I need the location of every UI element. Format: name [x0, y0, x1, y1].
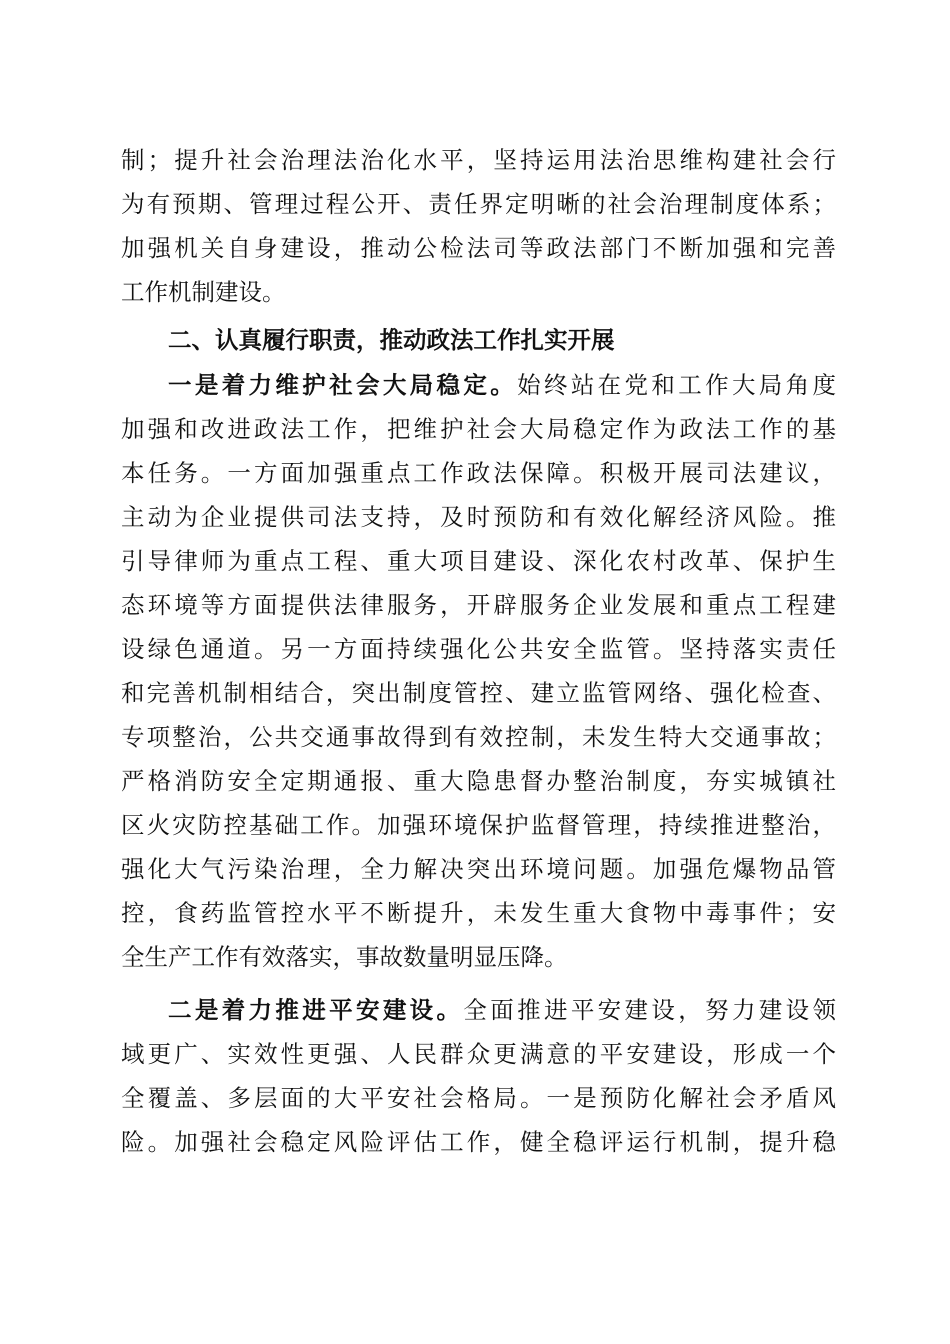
text-line: 加强机关自身建设，推动公检法司等政法部门不断加强和完善 [121, 234, 836, 262]
text-line: 区火灾防控基础工作。加强环境保护监督管理，持续推进整治， [121, 811, 836, 839]
text-line: 设绿色通道。另一方面持续强化公共安全监管。坚持落实责任 [121, 635, 836, 663]
text-line: 控，食药监管控水平不断提升，未发生重大食物中毒事件；安 [121, 899, 836, 927]
text-line-first [121, 363, 836, 407]
text-line: 为有预期、管理过程公开、责任界定明晰的社会治理制度体系； [121, 190, 836, 218]
paragraph-2 [121, 363, 836, 979]
first-line-rest: 全面推进平安建设，努力建设领 [463, 996, 837, 1024]
text-line: 强化大气污染治理，全力解决突出环境问题。加强危爆物品管 [121, 855, 836, 883]
paragraph-lead: 一是着力维护社会大局稳定。 [168, 371, 518, 399]
paragraph-lead: 二是着力推进平安建设。 [168, 996, 464, 1024]
text-line: 主动为企业提供司法支持，及时预防和有效化解经济风险。推 [121, 503, 836, 531]
paragraph-3 [121, 988, 836, 1164]
heading-text: 二、认真履行职责，推动政法工作扎实开展 [168, 326, 615, 354]
text-line: 和完善机制相结合，突出制度管控、建立监管网络、强化检查、 [121, 679, 836, 707]
text-line: 加强和改进政法工作，把维护社会大局稳定作为政法工作的基 [121, 415, 836, 443]
text-line: 态环境等方面提供法律服务，开辟服务企业发展和重点工程建 [121, 591, 836, 619]
paragraph-1 [121, 138, 836, 314]
text-line-first [121, 988, 836, 1032]
text-line: 专项整治，公共交通事故得到有效控制，未发生特大交通事故； [121, 723, 836, 751]
first-line-rest: 始终站在党和工作大局角度 [517, 371, 837, 399]
text-line: 险。加强社会稳定风险评估工作，健全稳评运行机制，提升稳 [121, 1128, 836, 1156]
text-line: 制；提升社会治理法治化水平，坚持运用法治思维构建社会行 [121, 146, 836, 174]
text-line: 本任务。一方面加强重点工作政法保障。积极开展司法建议， [121, 459, 836, 487]
text-line: 全生产工作有效落实，事故数量明显压降。 [121, 943, 568, 971]
text-line: 引导律师为重点工程、重大项目建设、深化农村改革、保护生 [121, 547, 836, 575]
text-line: 全覆盖、多层面的大平安社会格局。一是预防化解社会矛盾风 [121, 1084, 836, 1112]
text-line: 域更广、实效性更强、人民群众更满意的平安建设，形成一个 [121, 1040, 836, 1068]
section-heading [121, 318, 836, 362]
text-line: 严格消防安全定期通报、重大隐患督办整治制度，夯实城镇社 [121, 767, 836, 795]
text-line: 工作机制建设。 [121, 278, 286, 306]
